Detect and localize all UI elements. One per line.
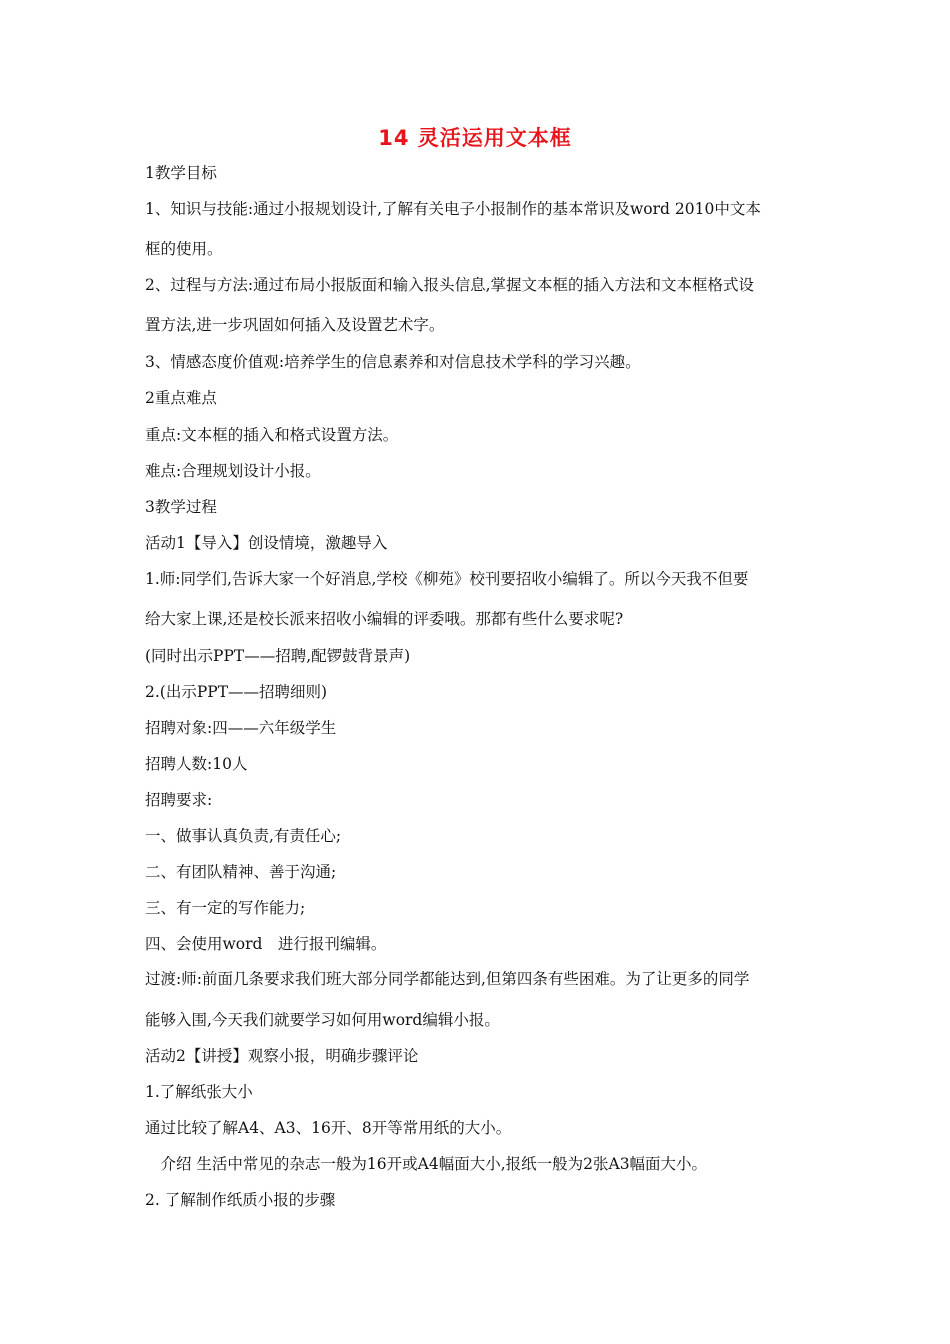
document-title: 14 灵活运用文本框 — [378, 126, 572, 150]
list-item: 一、做事认真负责,有责任心; — [145, 827, 342, 845]
paragraph-line: 置方法,进一步巩固如何插入及设置艺术字。 — [145, 316, 445, 334]
list-item: 二、有团队精神、善于沟通; — [145, 863, 337, 881]
paragraph-line: 重点:文本框的插入和格式设置方法。 — [145, 426, 399, 444]
paragraph-line: 过渡:师:前面几条要求我们班大部分同学都能达到,但第四条有些困难。为了让更多的同学 — [145, 970, 750, 988]
activity-heading: 活动1【导入】创设情境，激趣导入 — [145, 534, 388, 552]
paragraph-line: 1.了解纸张大小 — [145, 1083, 253, 1101]
activity-heading: 活动2【讲授】观察小报，明确步骤评论 — [145, 1047, 419, 1065]
paragraph-line: (同时出示PPT——招聘,配锣鼓背景声) — [145, 647, 411, 665]
paragraph-line: 给大家上课,还是校长派来招收小编辑的评委哦。那都有些什么要求呢? — [145, 610, 624, 628]
paragraph-line: 招聘要求: — [145, 791, 213, 809]
paragraph-line: 难点:合理规划设计小报。 — [145, 462, 321, 480]
paragraph-line: 2. 了解制作纸质小报的步骤 — [145, 1191, 336, 1209]
list-item: 三、有一定的写作能力; — [145, 899, 306, 917]
paragraph-line: 通过比较了解A4、A3、16开、8开等常用纸的大小。 — [145, 1119, 512, 1137]
paragraph-line: 招聘对象:四——六年级学生 — [145, 719, 337, 737]
paragraph-line: 3、情感态度价值观:培养学生的信息素养和对信息技术学科的学习兴趣。 — [145, 353, 641, 371]
section-heading: 3教学过程 — [145, 498, 217, 516]
paragraph-line: 介绍 生活中常见的杂志一般为16开或A4幅面大小,报纸一般为2张A3幅面大小。 — [145, 1155, 708, 1173]
paragraph-line: 1、知识与技能:通过小报规划设计,了解有关电子小报制作的基本常识及word 2010中文本 — [145, 200, 761, 218]
paragraph-line: 1.师:同学们,告诉大家一个好消息,学校《柳苑》校刊要招收小编辑了。所以今天我不但要 — [145, 570, 749, 588]
paragraph-line: 2、过程与方法:通过布局小报版面和输入报头信息,掌握文本框的插入方法和文本框格式设 — [145, 276, 755, 294]
paragraph-line: 框的使用。 — [145, 240, 223, 258]
paragraph-line: 招聘人数:10人 — [145, 755, 248, 773]
paragraph-line: 能够入围,今天我们就要学习如何用word编辑小报。 — [145, 1011, 500, 1029]
list-item: 四、会使用word 进行报刊编辑。 — [145, 935, 387, 953]
section-heading: 2重点难点 — [145, 389, 217, 407]
section-heading: 1教学目标 — [145, 164, 217, 182]
paragraph-line: 2.(出示PPT——招聘细则) — [145, 683, 328, 701]
